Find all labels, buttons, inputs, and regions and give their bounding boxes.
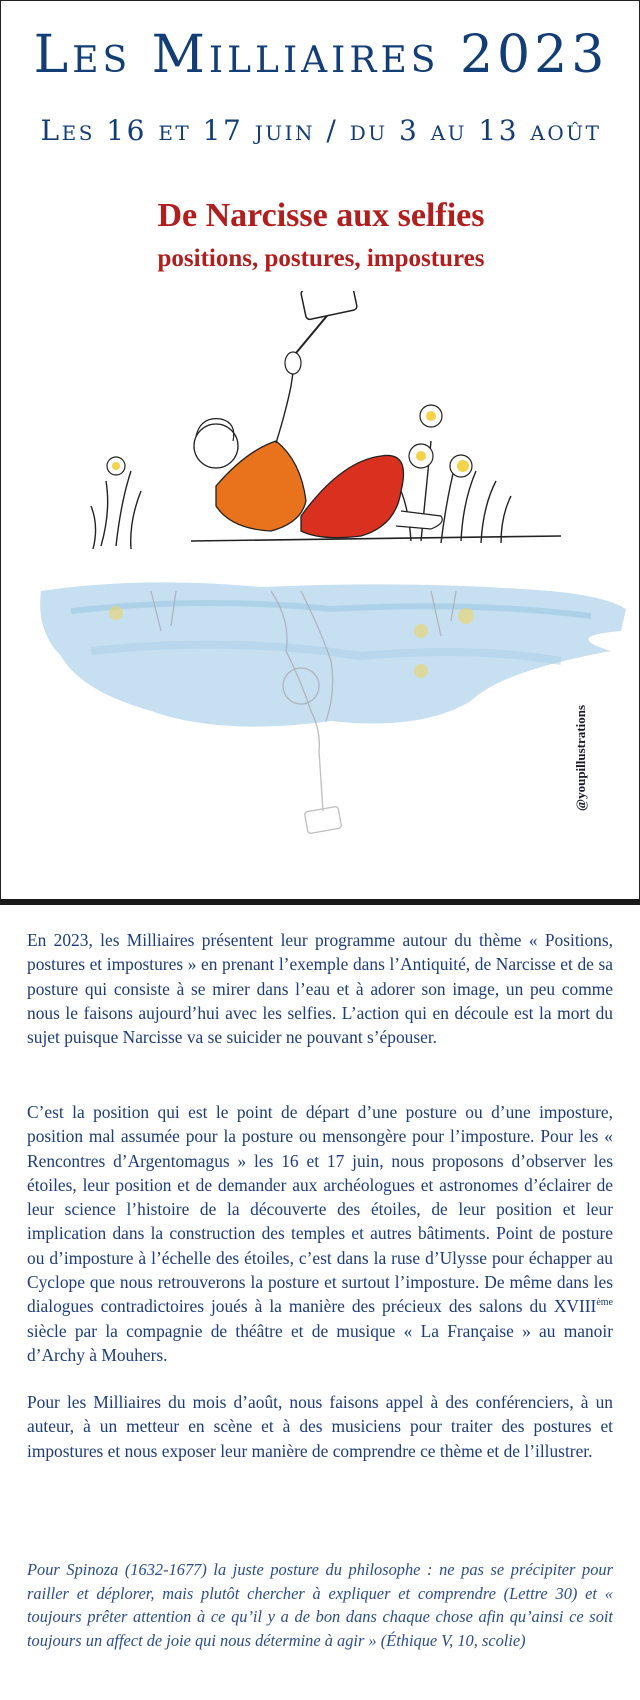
century-suffix: ème [596, 1297, 613, 1309]
flower-reflection [109, 606, 123, 620]
narcissus-selfie-illustration [1, 291, 640, 896]
paragraph-rencontres-text: C’est la position qui est le point de départ d’une posture ou d’une imposture, position mal assumée pour la posture ou mensongère pour l’imposture. Pour les « Rencontres d’Argentomagus » les 16 et 17 juin, nous proposons d’observer les étoiles, leur position et de demander aux archéologues et astronomes d’éclairer de leur science l’histoire de la découverte des étoiles, de leur position et leur implication dans la construction des temples et autres bâtiments. Point de posture ou d’imposture à l’échelle des étoiles, c’est dans la ruse d’Ulysse pour échapper au Cyclope que nous retrouverons la posture et surtout l’imposture. De même dans les dialogues contradictoires joués à la manière des précieux des salons du XVIII [27, 1102, 613, 1317]
poster-title: Les Milliaires 2023 [33, 25, 609, 85]
spinoza-quote: Pour Spinoza (1632-1677) la juste posture du philosophe : ne pas se précipiter pour railler et déplorer, mais plutôt chercher à expliquer et comprendre (Lettre 30) et « toujours prêter attention à ce qu’il y a de bon dans chaque chose afin qu’ainsi ce soit toujours un affect de joie qui nous détermine à agir » (Éthique V, 10, scolie) [27, 1560, 613, 1650]
paragraph-rencontres-end: siècle par la compagnie de théâtre et de musique « La Française » au manoir d’Archy à Mouhers. [27, 1320, 613, 1365]
illustrator-credit: @youpillustrations [573, 704, 588, 811]
narcissus-figure [191, 291, 561, 541]
paragraph-august: Pour les Milliaires du mois d’août, nous faisons appel à des conférenciers, à un auteur, à un metteur en scène et à des musiciens pour traiter des postures et impostures et nous exposer leur manière de comprendre ce thème et de l’illustrer. [27, 1392, 613, 1461]
poster-divider [0, 899, 640, 905]
water-pool [40, 582, 626, 726]
poster-dates: Les 16 et 17 juin / du 3 au 13 août [40, 114, 602, 147]
paragraph-intro: En 2023, les Milliaires présentent leur programme autour du thème « Positions, postures et impostures » en prenant l’exemple dans l’Antiquité, de Narcisse et de sa posture qui consiste à se mirer dans l’eau et à adorer son image, un peu comme nous le faisons aujourd’hui avec les selfies. L’action qui en découle est la mort du sujet puisque Narcisse va se suicider ne pouvant s’épouser. [27, 930, 613, 1048]
poster-subtheme: positions, postures, impostures [157, 245, 485, 272]
poster-theme: De Narcisse aux selfies [157, 197, 485, 234]
paragraph-rencontres [27, 1100, 613, 1367]
